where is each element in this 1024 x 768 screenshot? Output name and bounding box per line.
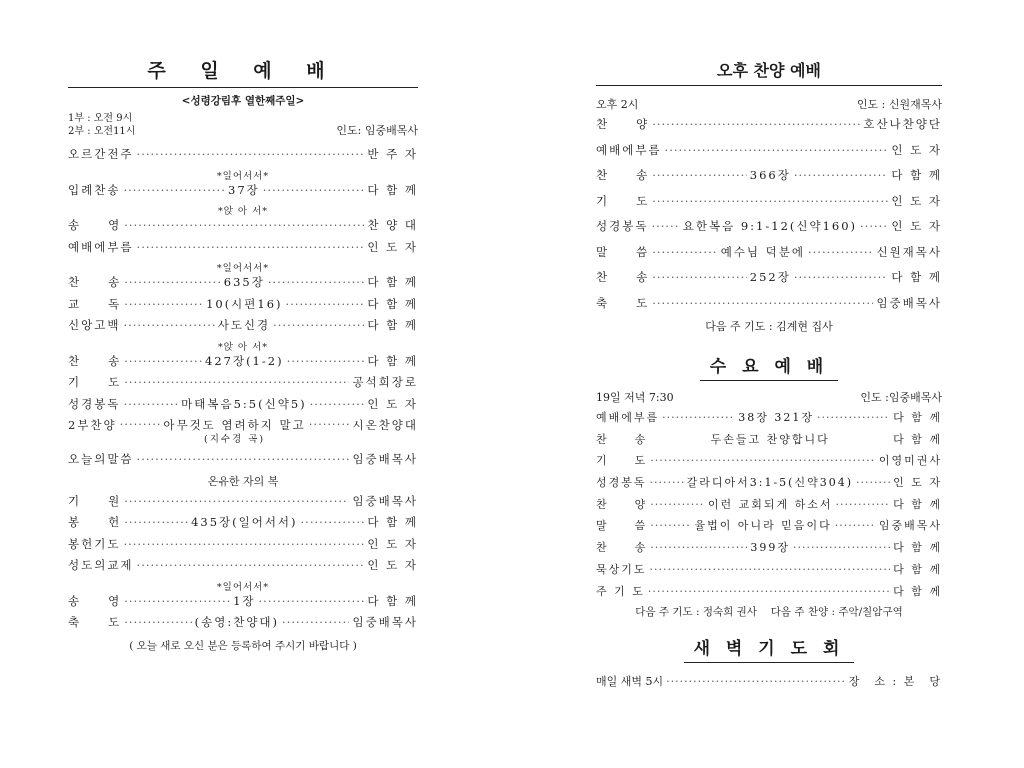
order-label: 찬 송: [596, 432, 648, 446]
order-detail: 두손들고 찬양합니다: [710, 432, 830, 446]
order-detail: 10(시편16): [206, 296, 283, 311]
posture-note: *일어서서*: [216, 581, 270, 593]
order-row: [596, 167, 942, 193]
order-person: 임중배목사: [878, 519, 943, 533]
order-label: 찬 송: [596, 541, 648, 555]
leader-dots: [836, 498, 891, 511]
leader-dots: [124, 275, 221, 289]
order-label: 찬 송: [68, 275, 122, 289]
order-row: [68, 614, 418, 636]
order-person: 다 함 께: [893, 432, 942, 446]
leader-dots: [652, 270, 747, 284]
order-label: 찬 송: [68, 353, 122, 368]
order-row: [596, 517, 942, 539]
right-column: [596, 58, 942, 695]
order-detail: 635장: [223, 275, 265, 289]
order-label: 기 원: [68, 493, 122, 508]
wednesday-title: 수 요 예 배: [700, 352, 838, 381]
leader-dots: [259, 594, 365, 608]
order-label: 예배에부름: [68, 239, 134, 254]
order-detail: 366장: [749, 168, 791, 182]
leader-dots: [652, 117, 860, 131]
leader-dots: [123, 537, 364, 551]
leader-dots: [124, 494, 349, 508]
time-first-service: 1부 : 오전 9시: [68, 113, 133, 124]
order-row: [596, 474, 942, 496]
order-row: [68, 396, 418, 418]
order-detail: 이런 교회되게 하소서: [707, 497, 833, 511]
leader-dots: [650, 563, 891, 576]
sunday-leader: 인도: 임중배목사: [336, 124, 418, 137]
order-row: [68, 514, 418, 536]
leader-dots: [287, 354, 365, 368]
leader-dots: [310, 397, 365, 411]
order-person: 다 함 께: [367, 182, 419, 197]
leader-dots: [301, 515, 365, 529]
order-label: 주 기 도: [596, 584, 645, 598]
order-label: 성경봉독: [596, 219, 649, 233]
order-label: 묵상기도: [596, 562, 647, 576]
order-detail: 1장: [233, 593, 256, 608]
order-detail: 마태복음5:5(신약5): [181, 396, 307, 411]
leader-dots: [794, 168, 889, 182]
leader-dots: [263, 183, 365, 197]
order-label: 말 씀: [596, 519, 648, 533]
dawn-title: 새 벽 기 도 회: [684, 634, 855, 663]
order-label: 봉헌기도: [68, 536, 121, 551]
leader-dots: [652, 296, 873, 310]
afternoon-next-prayer: 다음 주 기도 : 김계현 집사: [705, 320, 833, 333]
leader-dots: [856, 476, 890, 489]
order-row: [68, 217, 418, 239]
order-label: 축 도: [596, 295, 650, 310]
order-person: 신원재목사: [876, 244, 943, 259]
leader-dots: [650, 541, 747, 554]
order-label: 찬 송: [596, 270, 650, 284]
afternoon-title: 오후 찬양 예배: [596, 58, 942, 86]
order-person: 인 도 자: [367, 536, 418, 551]
leader-dots: [124, 218, 364, 232]
order-person: 인 도 자: [367, 239, 418, 254]
order-label: 교 독: [68, 296, 122, 311]
leader-dots: [662, 411, 735, 424]
order-label: 오늘의말씀: [68, 452, 134, 466]
order-label: 축 도: [68, 615, 122, 629]
leader-dots: [650, 519, 691, 532]
order-detail: 요한복음 9:1-12(신약160): [682, 219, 858, 233]
order-person: 인 도 자: [891, 193, 942, 208]
order-person: 다 함 께: [367, 275, 419, 289]
order-person: 다 함 께: [367, 515, 419, 529]
order-label: 송 영: [68, 218, 122, 232]
order-row: [68, 239, 418, 261]
order-person: 시온찬양대: [352, 418, 419, 432]
afternoon-order-list: [596, 116, 942, 320]
order-row: [68, 374, 418, 396]
order-person: 임중배목사: [352, 452, 418, 466]
wednesday-next: 다음 주 기도 : 정숙희 권사 다음 주 찬양 : 주악/칠암구역: [635, 606, 903, 619]
leader-dots: [835, 519, 876, 532]
leader-dots: [124, 375, 349, 389]
order-label: 송 영: [68, 593, 122, 608]
posture-note: *앉 아 서*: [217, 341, 269, 353]
order-detail: 예수님 덕분에: [720, 244, 805, 259]
order-person: 다 함 께: [367, 318, 419, 332]
leader-dots: [652, 245, 717, 259]
order-row: [596, 409, 942, 431]
leader-dots: [123, 397, 178, 411]
leader-dots: [650, 454, 876, 467]
order-label: 2부찬양: [68, 418, 117, 432]
sunday-order-list: [68, 146, 418, 636]
order-label: 기 도: [68, 375, 122, 389]
order-row: [68, 146, 418, 168]
leader-dots: [651, 219, 679, 233]
leader-dots: [652, 168, 747, 182]
order-row: [596, 561, 942, 583]
order-row: [596, 496, 942, 518]
leader-dots: [652, 194, 888, 208]
time-second-service: 2부 : 오전11시: [68, 126, 136, 137]
order-label: 오르간전주: [68, 147, 134, 161]
leader-dots: [137, 452, 350, 466]
order-row: [68, 182, 418, 204]
wednesday-order-list: [596, 409, 942, 604]
order-person: 임중배목사: [352, 615, 419, 629]
order-detail: [163, 417, 305, 445]
order-row: [68, 451, 418, 473]
order-detail: 38장 321장: [738, 411, 815, 424]
leader-dots: [794, 270, 889, 284]
order-detail: 399장: [750, 541, 791, 555]
order-person: 인 도 자: [893, 476, 942, 490]
posture-note: *앉 아 서*: [217, 206, 269, 217]
leader-dots: [793, 541, 890, 554]
order-row: [68, 296, 418, 318]
order-label: 예배에부름: [596, 142, 662, 157]
leader-dots: [137, 558, 365, 572]
leader-dots: [286, 297, 365, 311]
order-label: 찬 양: [596, 497, 648, 511]
leader-dots: [650, 498, 705, 511]
order-row: [596, 452, 942, 474]
order-row: [596, 431, 942, 453]
leader-dots: [666, 675, 846, 688]
order-row: [68, 417, 418, 451]
order-person: 인 도 자: [367, 396, 418, 411]
order-row: [68, 353, 418, 375]
order-row: [68, 274, 418, 296]
order-person: 다 함 께: [893, 562, 942, 576]
order-row: [596, 269, 942, 295]
order-label: 말 씀: [596, 244, 650, 259]
leader-dots: [273, 318, 364, 332]
order-detail: 435장(일어서서): [191, 515, 298, 529]
order-label: 성경봉독: [68, 396, 121, 411]
order-label: 입례찬송: [68, 182, 121, 197]
order-row: [596, 116, 942, 142]
order-person: 인 도 자: [891, 142, 942, 157]
order-label: 찬 양: [596, 117, 650, 131]
leader-dots: [268, 275, 365, 289]
dawn-row: [596, 673, 942, 695]
order-person: 이영미권사: [878, 454, 942, 468]
afternoon-leader: 인도 : 신원재목사: [856, 98, 942, 111]
order-row: [596, 218, 942, 244]
order-person: 인 도 자: [891, 219, 942, 233]
order-person: 다 함 께: [891, 168, 943, 182]
leader-dots: [808, 245, 873, 259]
order-row: [68, 593, 418, 615]
order-row: [596, 142, 942, 168]
sunday-service-section: [68, 56, 418, 658]
order-person: 공석희장로: [352, 375, 418, 389]
order-detail: 37장: [228, 182, 260, 197]
sunday-title: 주 일 예 배: [68, 56, 418, 88]
order-detail: 사도신경: [217, 318, 271, 332]
leader-dots: [124, 354, 202, 368]
order-person: 찬 양 대: [367, 218, 418, 232]
order-person: 다 함 께: [893, 541, 943, 555]
leader-dots: [648, 585, 890, 598]
leader-dots: [120, 417, 161, 431]
afternoon-time: 오후 2시: [596, 98, 639, 111]
order-person: 반 주 자: [367, 147, 418, 161]
sunday-footer: ( 오늘 새로 오신 분은 등록하여 주시기 바랍니다 ): [129, 639, 357, 652]
order-label: 신앙고백: [68, 318, 121, 332]
order-person: 다 함 께: [367, 296, 419, 311]
leader-dots: [650, 476, 684, 489]
order-label: 성도의교제: [68, 558, 134, 572]
sermon-title: 온유한 자의 복: [207, 474, 279, 488]
wednesday-time: 19일 저녁 7:30: [596, 391, 674, 404]
order-person: 인 도 자: [367, 558, 418, 572]
order-label: 기 도: [596, 454, 648, 468]
order-person: 다 함 께: [893, 411, 943, 424]
leader-dots: [123, 318, 214, 332]
order-row: [596, 539, 942, 561]
order-label: 성경봉독: [596, 476, 647, 490]
leader-dots: [137, 147, 365, 161]
wednesday-leader: 인도 :임중배목사: [860, 391, 942, 404]
order-row: [68, 536, 418, 558]
order-person: 호산나찬양단: [863, 117, 942, 131]
order-row: [68, 493, 418, 515]
leader-dots: [860, 219, 888, 233]
leader-dots: [124, 297, 203, 311]
order-label: 기 도: [596, 193, 650, 208]
leader-dots: [817, 411, 890, 424]
order-person: 다 함 께: [893, 584, 942, 598]
order-detail: 427장(1-2): [205, 353, 284, 368]
order-detail: 율법이 아니라 믿음이다: [694, 519, 832, 533]
order-detail: (송영:찬양대): [194, 615, 280, 629]
order-person: 임중배목사: [876, 295, 942, 310]
order-detail-sub: (지수경 곡): [203, 434, 266, 445]
order-row: [596, 295, 942, 321]
leader-dots: [124, 615, 191, 629]
order-row: [68, 557, 418, 579]
posture-note: *일어서서*: [216, 263, 270, 274]
order-label: 봉 헌: [68, 515, 122, 529]
order-row: [596, 244, 942, 270]
order-person: 임중배목사: [352, 493, 418, 508]
order-row: [596, 193, 942, 219]
dawn-place: 장 소 : 본 당: [848, 675, 942, 689]
leader-dots: [124, 515, 188, 529]
order-label: 찬 송: [596, 168, 650, 182]
leader-dots: [137, 240, 365, 254]
order-person: 다 함 께: [367, 593, 419, 608]
order-row: [596, 583, 942, 605]
posture-note: *일어서서*: [216, 170, 270, 182]
order-person: 다 함 께: [893, 497, 942, 511]
dawn-label: 매일 새벽 5시: [596, 675, 664, 689]
order-label: 예배에부름: [596, 411, 660, 424]
order-row: [68, 317, 418, 339]
leader-dots: [124, 594, 230, 608]
order-detail: 252장: [749, 270, 791, 284]
order-detail: 갈라디아서3:1-5(신약304): [686, 476, 854, 490]
leader-dots: [665, 143, 889, 157]
order-person: 다 함 께: [367, 353, 419, 368]
order-detail-main: 아무것도 염려하지 말고: [163, 418, 306, 432]
leader-dots: [309, 417, 350, 431]
leader-dots: [282, 615, 349, 629]
sunday-subtitle: <성령강림후 열한째주일>: [181, 95, 305, 107]
leader-dots: [123, 183, 225, 197]
order-person: 다 함 께: [891, 270, 943, 284]
